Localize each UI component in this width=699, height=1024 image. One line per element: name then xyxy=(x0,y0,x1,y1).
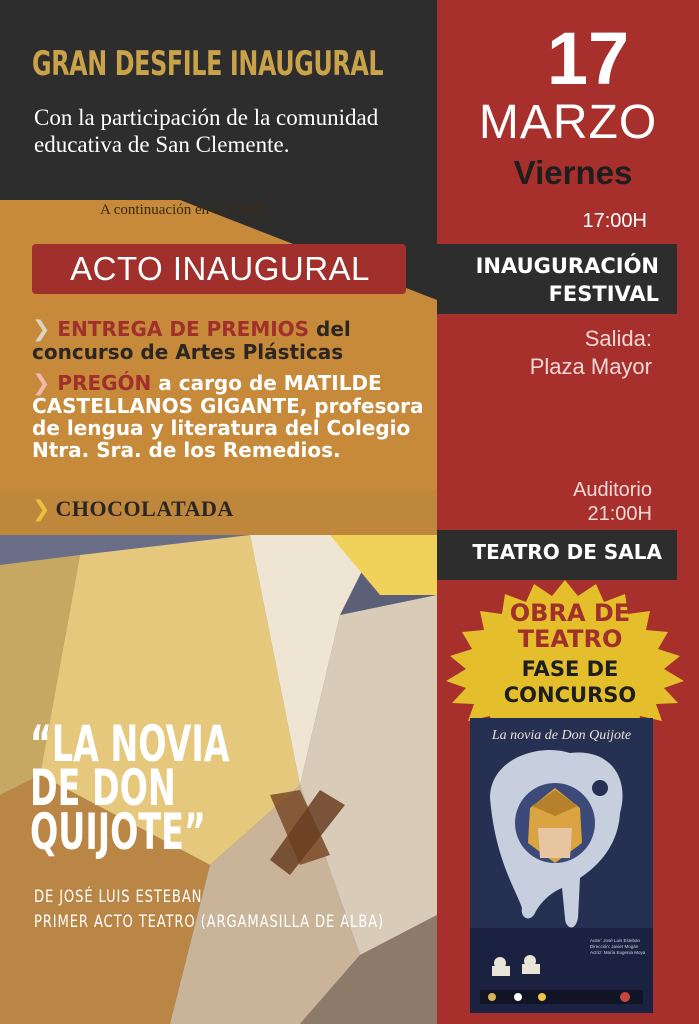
list-item-highlight: ENTREGA DE PREMIOS xyxy=(57,317,310,341)
departure-place xyxy=(437,325,652,381)
poster-credit-line: Autor: José Luis Esteban xyxy=(590,938,641,943)
list-item-text: CHOCOLATADA xyxy=(55,496,234,521)
play-title xyxy=(30,715,230,861)
play-company: PRIMER ACTO TEATRO (ARGAMASILLA DE ALBA) xyxy=(34,912,384,932)
event-month: MARZO xyxy=(478,96,658,149)
poster-credit-line: Dirección: Javier Mogán xyxy=(590,944,639,949)
salida-label: Salida: xyxy=(584,326,652,351)
badge-line: CONCURSO xyxy=(503,683,637,707)
event-time-2: 21:00H xyxy=(587,503,652,525)
plaza-mayor-label: Plaza Mayor xyxy=(529,354,652,379)
inauguracion-label xyxy=(437,252,659,308)
event-time-1: 17:00H xyxy=(582,210,647,232)
poster-credits xyxy=(590,938,645,956)
list-item xyxy=(32,318,432,363)
acto-inaugural-label: ACTO INAUGURAL xyxy=(70,250,370,287)
chevron-right-icon: ❯ xyxy=(32,317,51,342)
auditorio-label: Auditorio xyxy=(573,479,652,501)
top-dark-panel xyxy=(0,0,437,200)
poster-credit-line: Actriz: María Eugenia Moya xyxy=(590,950,646,955)
play-title-line: DE DON xyxy=(30,759,176,817)
play-poster xyxy=(470,718,653,1013)
list-item-text: a cargo de MATILDE CASTELLANOS GIGANTE, profesora de lengua y literatura del Colegio Ntra. Sra. de los Remedios. xyxy=(32,371,424,462)
badge-line: FASE DE xyxy=(521,657,619,681)
play-title-line: “LA NOVIA xyxy=(30,715,230,773)
badge-line: OBRA DE xyxy=(509,599,631,627)
list-item xyxy=(32,372,437,461)
list-item xyxy=(32,496,432,522)
play-title-line: QUIJOTE” xyxy=(30,803,206,861)
play-credits xyxy=(34,885,384,935)
event-day: 17 xyxy=(546,17,630,100)
play-author: DE JOSÉ LUIS ESTEBAN xyxy=(34,887,203,907)
list-item-highlight: PREGÓN xyxy=(57,371,152,395)
poster-title: La novia de Don Quijote xyxy=(491,728,632,743)
event-weekday: Viernes xyxy=(513,154,633,191)
chevron-right-icon: ❯ xyxy=(32,371,51,396)
parade-title: GRAN DESFILE INAUGURAL xyxy=(32,44,384,84)
poster-illustration xyxy=(470,718,653,1013)
auditorium-info xyxy=(437,478,652,526)
teatro-label: TEATRO DE SALA xyxy=(472,540,662,564)
orange-diagonal-shape xyxy=(0,190,437,540)
badge-line: TEATRO xyxy=(517,625,623,653)
list-item-text: del concurso de Artes Plásticas xyxy=(32,317,351,364)
parade-subtitle: Con la participación de la comunidad educativa de San Clemente. xyxy=(34,105,379,157)
festival-line: FESTIVAL xyxy=(548,282,659,306)
badge-text xyxy=(470,600,670,708)
chevron-right-icon: ❯ xyxy=(32,497,51,522)
inauguracion-line: INAUGURACIÓN xyxy=(475,254,659,278)
continuation-text: A continuación en el EMPE... xyxy=(100,202,279,218)
